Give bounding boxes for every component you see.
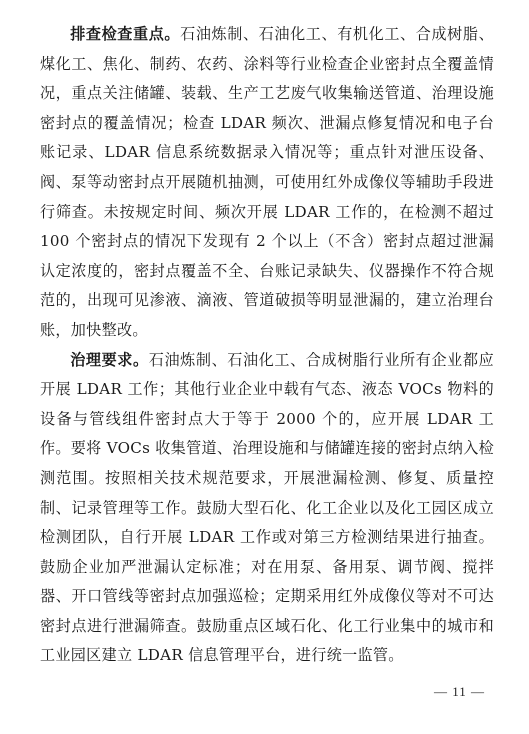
paragraph-heading-governance-requirements: 治理要求。 <box>70 350 149 369</box>
paragraph-inspection-focus <box>40 20 494 346</box>
paragraph-governance-requirements <box>40 346 494 672</box>
page-number: — 11 — <box>433 684 485 699</box>
paragraph-body-inspection-focus: 石油炼制、石油化工、有机化工、合成树脂、煤化工、焦化、制药、农药、涂料等行业检查企业密封点全覆盖情况，重点关注储罐、装载、生产工艺废气收集输送管道、治理设施密封点的覆盖情况；检查 LDAR 频次、泄漏点修复情况和电子台账记录、LDAR 信息系统数据录入情况等；重点针对泄压设备、阀、泵等动密封点开展随机抽测，可使用红外成像仪等辅助手段进行筛查。未按规定时间、频次开展 LDAR 工作的，在检测不超过 100 个密封点的情况下发现有 2 个以上（不含）密封点超过泄漏认定浓度的，密封点覆盖不全、台账记录缺失、仪器操作不符合规范的，出现可见渗液、滴液、管道破损等明显泄漏的，建立治理台账，加快整改。 <box>40 25 494 339</box>
paragraph-body-governance-requirements: 石油炼制、石油化工、合成树脂行业所有企业都应开展 LDAR 工作；其他行业企业中载有气态、液态 VOCs 物料的设备与管线组件密封点大于等于 2000 个的，应开展 LDAR 工作。要将 VOCs 收集管道、治理设施和与储罐连接的密封点纳入检测范围。按照相关技术规范要求，开展泄漏检测、修复、质量控制、记录管理等工作。鼓励大型石化、化工企业以及化工园区成立检测团队，自行开展 LDAR 工作或对第三方检测结果进行抽查。鼓励企业加严泄漏认定标准；对在用泵、备用泵、调节阀、搅拌器、开口管线等密封点加强巡检；定期采用红外成像仪等对不可达密封点进行泄漏筛查。鼓励重点区域石化、化工行业集中的城市和工业园区建立 LDAR 信息管理平台，进行统一监管。 <box>40 350 494 665</box>
document-page <box>40 20 494 671</box>
paragraph-heading-inspection-focus: 排查检查重点。 <box>70 25 181 43</box>
